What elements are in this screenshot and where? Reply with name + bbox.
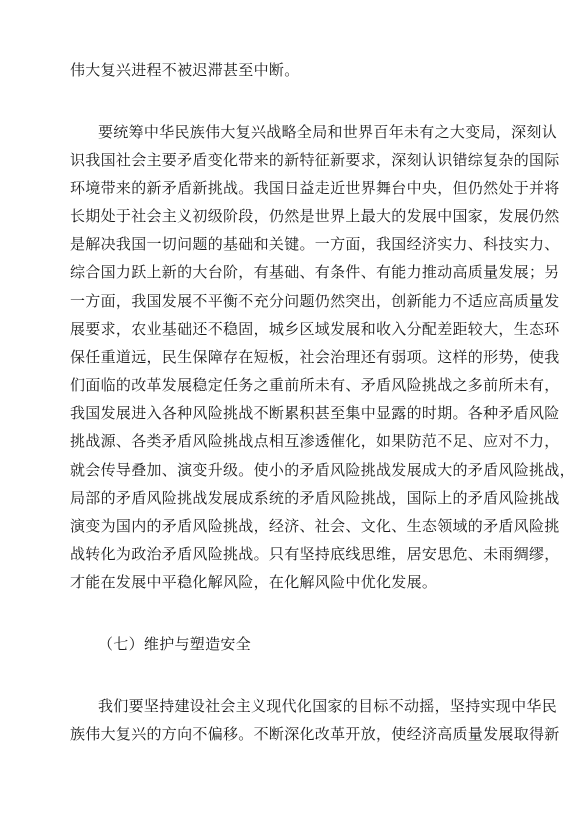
paragraph-line: 长期处于社会主义初级阶段，仍然是世界上最大的发展中国家，发展仍然 [70, 207, 560, 225]
paragraph-line: 展要求，农业基础还不稳固，城乡区域发展和收入分配差距较大，生态环 [70, 320, 560, 338]
paragraph-line: 局部的矛盾风险挑战发展成系统的矛盾风险挑战，国际上的矛盾风险挑战 [70, 489, 560, 507]
paragraph-line: 保任重道远，民生保障存在短板，社会治理还有弱项。这样的形势，使我 [70, 348, 560, 366]
paragraph-line: 是解决我国一切问题的基础和关键。一方面，我国经济实力、科技实力、 [70, 235, 560, 253]
paragraph-line: 我国发展进入各种风险挑战不断累积甚至集中显露的时期。各种矛盾风险 [70, 404, 560, 422]
paragraph-line: 们面临的改革发展稳定任务之重前所未有、矛盾风险挑战之多前所未有， [70, 376, 560, 394]
paragraph-line: 环境带来的新矛盾新挑战。我国日益走近世界舞台中央，但仍然处于并将 [70, 179, 560, 197]
paragraph-line: 我们要坚持建设社会主义现代化国家的目标不动摇，坚持实现中华民 [98, 697, 558, 715]
paragraph-line: 就会传导叠加、演变升级。使小的矛盾风险挑战发展成大的矛盾风险挑战， [70, 461, 575, 479]
paragraph-line: 综合国力跃上新的大台阶，有基础、有条件、有能力推动高质量发展；另 [70, 263, 560, 281]
paragraph-line: 战转化为政治矛盾风险挑战。只有坚持底线思维，居安思危、未雨绸缪， [70, 545, 560, 563]
section-heading: （七）维护与塑造安全 [98, 635, 252, 653]
paragraph-line: 挑战源、各类矛盾风险挑战点相互渗透催化，如果防范不足、应对不力， [70, 432, 560, 450]
paragraph-line: 要统筹中华民族伟大复兴战略全局和世界百年未有之大变局，深刻认 [98, 123, 558, 141]
paragraph-line: 才能在发展中平稳化解风险，在化解风险中优化发展。 [70, 573, 438, 591]
paragraph-line: 伟大复兴进程不被迟滞甚至中断。 [70, 61, 300, 79]
paragraph-line: 族伟大复兴的方向不偏移。不断深化改革开放，使经济高质量发展取得新 [70, 725, 560, 743]
paragraph-line: 一方面，我国发展不平衡不充分问题仍然突出，创新能力不适应高质量发 [70, 292, 560, 310]
paragraph-line: 识我国社会主要矛盾变化带来的新特征新要求，深刻认识错综复杂的国际 [70, 151, 560, 169]
paragraph-line: 演变为国内的矛盾风险挑战，经济、社会、文化、生态领域的矛盾风险挑 [70, 517, 560, 535]
